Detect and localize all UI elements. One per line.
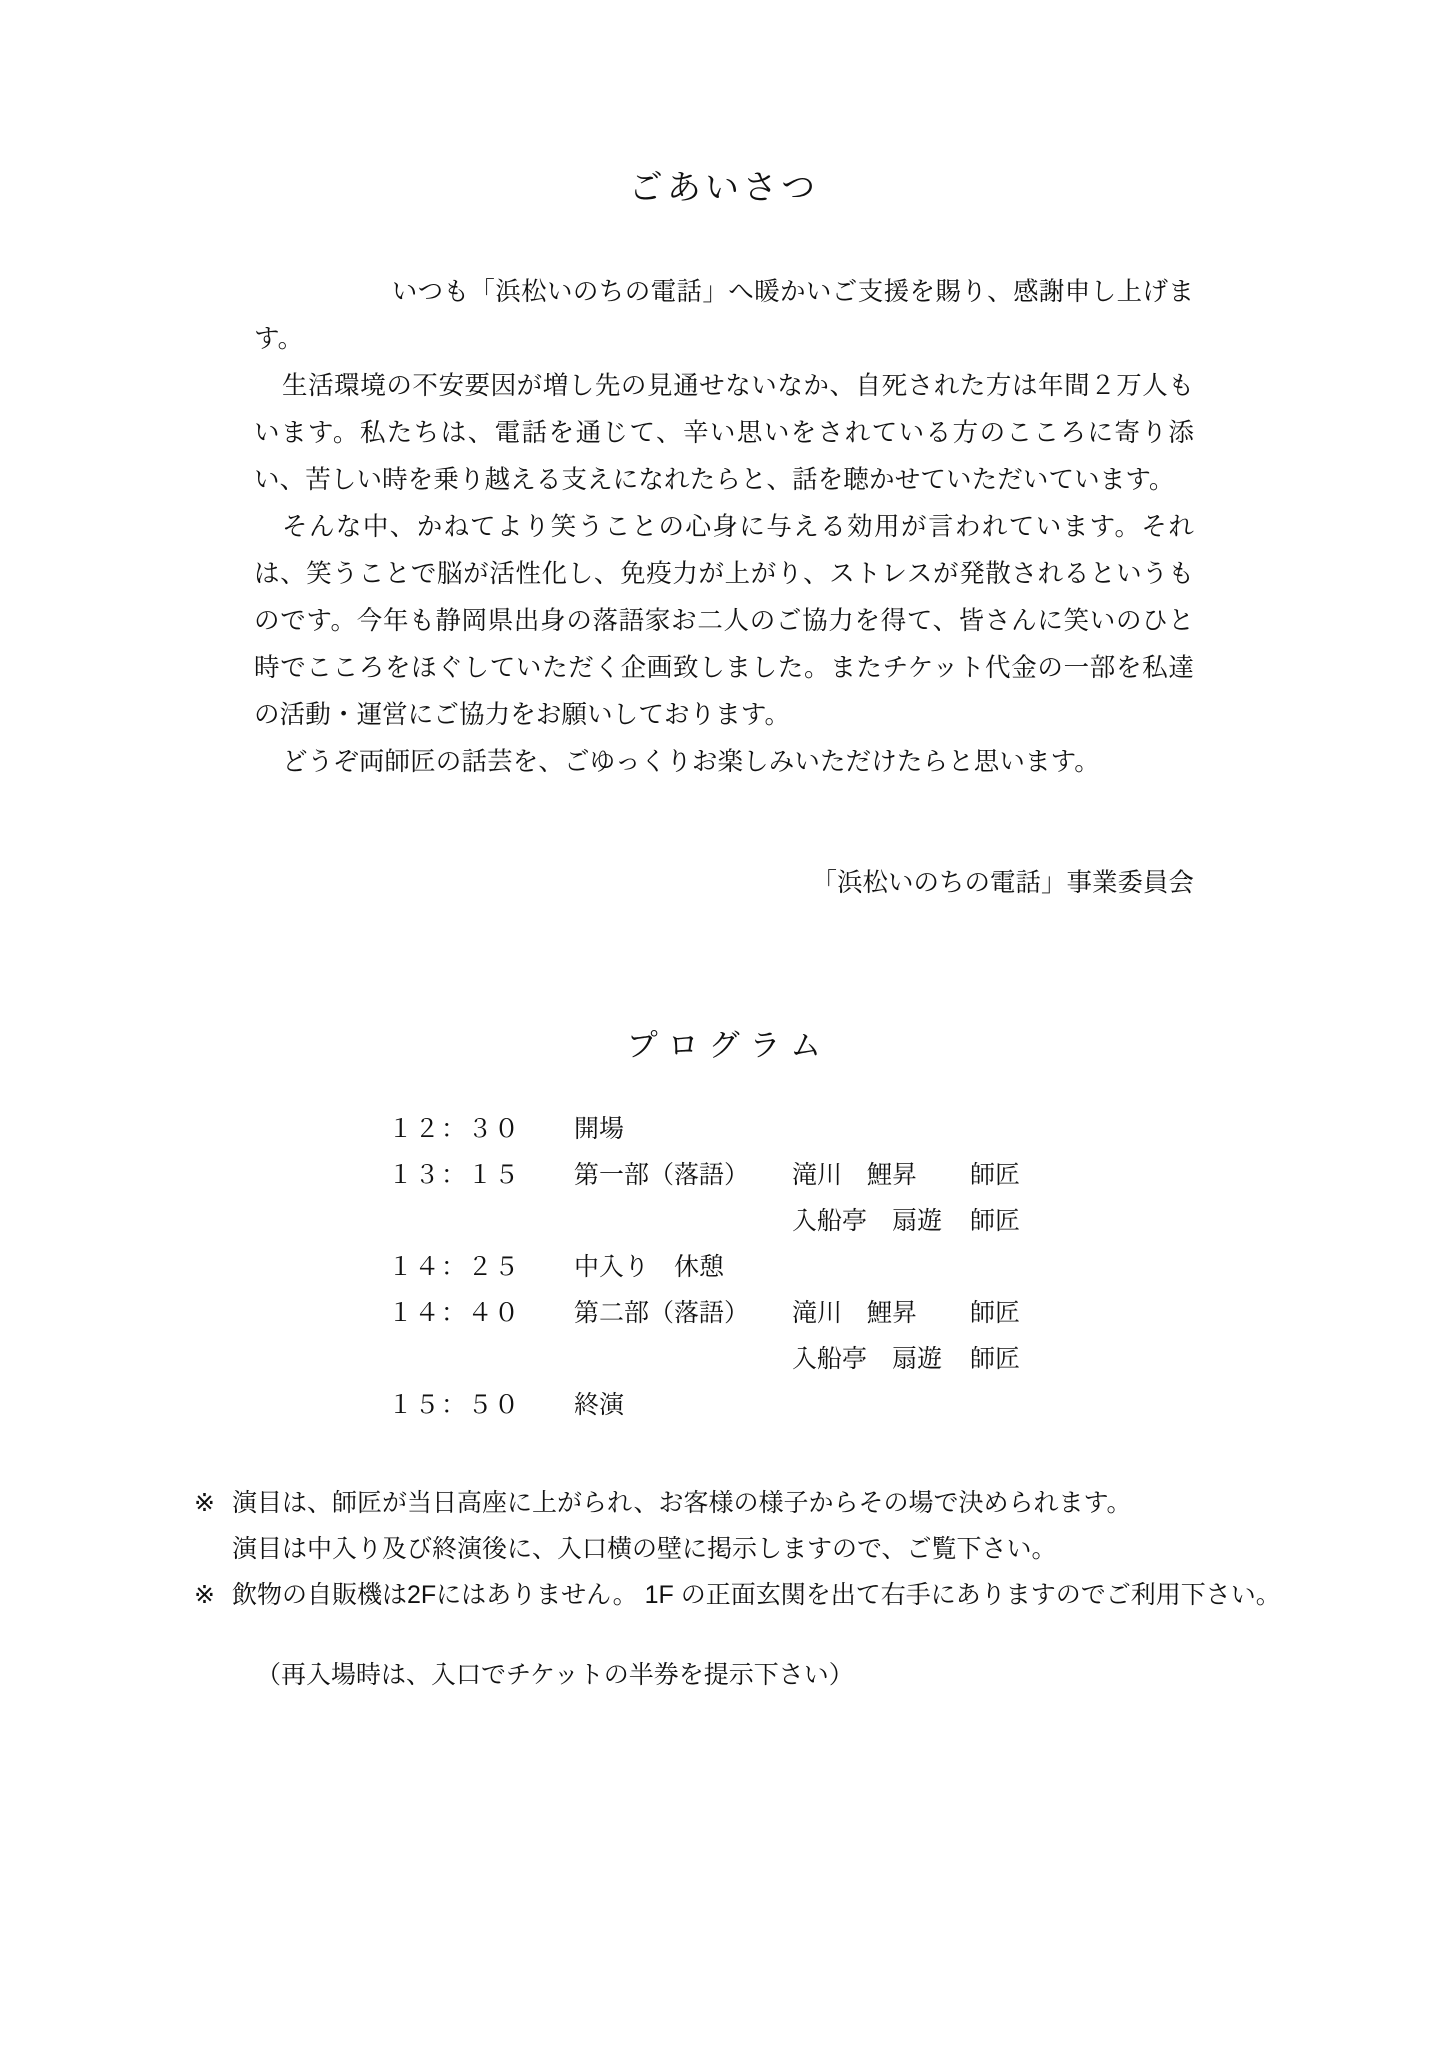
program-section [0, 1020, 1448, 1431]
note-text: 演目は、師匠が当日高座に上がられ、お客様の様子からその場で決められます。 [232, 1489, 1132, 1517]
schedule-honorific: 師匠 [970, 1207, 1021, 1235]
schedule-title: 中入り 休憩 [574, 1253, 725, 1281]
schedule-performer: 入船亭 扇遊 [792, 1345, 943, 1373]
table-row [388, 1201, 1060, 1247]
table-row [388, 1155, 1060, 1201]
schedule-honorific: 師匠 [970, 1299, 1021, 1327]
schedule-time: １２：３０ [388, 1115, 521, 1143]
schedule-performer: 滝川 鯉昇 [792, 1161, 918, 1189]
table-row [388, 1339, 1060, 1385]
schedule-honorific [952, 1109, 1060, 1155]
schedule-time: １４：４０ [388, 1299, 521, 1327]
signature-text: 「浜松いのちの電話」事業委員会 [811, 869, 1194, 897]
schedule-title: 第一部（落語） [574, 1161, 750, 1189]
schedule-time [388, 1339, 556, 1385]
schedule-time: １４：２５ [388, 1253, 521, 1281]
table-row [388, 1293, 1060, 1339]
note-text: 演目は中入り及び終演後に、入口横の壁に掲示しますので、ご覧下さい。 [232, 1535, 1057, 1563]
note-final-text: （再入場時は、入口でチケットの半券を提示下さい） [256, 1661, 854, 1689]
schedule-honorific: 師匠 [970, 1345, 1021, 1373]
note-text: 飲物の自販機は2Fにはありません。 1F の正面玄関を出て右手にありますのでご利用下さい。 [232, 1581, 1281, 1609]
schedule-honorific [952, 1247, 1060, 1293]
greeting-paragraph-2: 生活環境の不安要因が増し先の見通せないなか、自死された方は年間２万人もいます。私たちは、電話を通じて、辛い思いをされている方のこころに寄り添い、苦しい時を乗り越える支えになれたらと、話を聴かせていただいています。 [254, 372, 1194, 494]
notes-section [0, 1480, 1448, 1698]
schedule-title: 開場 [574, 1115, 625, 1143]
schedule-performer [792, 1385, 952, 1431]
schedule-honorific: 師匠 [970, 1161, 1021, 1189]
notes-list [134, 1480, 1314, 1698]
schedule-title: 第二部（落語） [574, 1299, 750, 1327]
program-schedule-table [388, 1109, 1060, 1431]
schedule-performer: 滝川 鯉昇 [792, 1299, 918, 1327]
greeting-section [0, 0, 1448, 903]
schedule-time [388, 1201, 556, 1247]
greeting-body [144, 209, 1304, 786]
note-item [194, 1480, 1314, 1526]
greeting-paragraph-4: どうぞ両師匠の話芸を、ごゆっくりお楽しみいただけたらと思います。 [282, 748, 1100, 776]
schedule-performer: 入船亭 扇遊 [792, 1207, 943, 1235]
table-row [388, 1109, 1060, 1155]
note-mark-icon: ※ [194, 1581, 215, 1609]
schedule-honorific [952, 1385, 1060, 1431]
note-item [194, 1572, 1314, 1618]
table-row [388, 1247, 1060, 1293]
greeting-paragraph-3: そんな中、かねてより笑うことの心身に与える効用が言われています。それは、笑うことで脳が活性化し、免疫力が上がり、ストレスが発散されるというものです。今年も静岡県出身の落語家お二人のご協力を得て、皆さんに笑いのひと時でこころをほぐしていただく企画致しました。またチケット代金の一部を私達の活動・運営にご協力をお願いしております。 [254, 513, 1194, 729]
program-title: プログラム [626, 1028, 832, 1063]
schedule-performer [792, 1109, 952, 1155]
schedule-title [556, 1201, 792, 1247]
table-row [388, 1385, 1060, 1431]
schedule-time: １５：５０ [388, 1391, 521, 1419]
schedule-title [556, 1339, 792, 1385]
greeting-paragraph-1: いつも「浜松いのちの電話」へ暖かいご支援を賜り、感謝申し上げます。 [254, 278, 1194, 353]
note-item [194, 1526, 1314, 1572]
schedule-performer [792, 1247, 952, 1293]
schedule-time: １３：１５ [388, 1161, 521, 1189]
note-mark-icon: ※ [194, 1489, 215, 1517]
signature-block [144, 786, 1304, 903]
page-title: ごあいさつ [628, 169, 820, 207]
schedule-title: 終演 [574, 1391, 625, 1419]
